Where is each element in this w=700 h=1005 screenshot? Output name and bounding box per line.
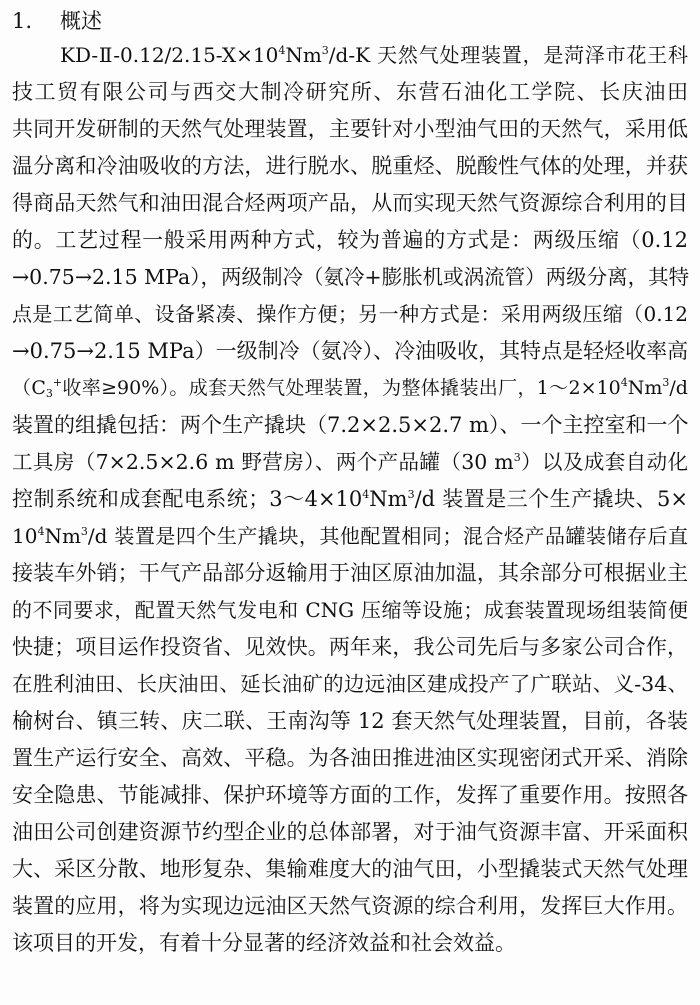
- text-line: 置生产运行安全、高效、平稳。为各油田推进油区实现密闭式开采、消除: [12, 746, 688, 770]
- text-line: 大、采区分散、地形复杂、集输难度大的油气田，小型撬装式天然气处理: [12, 857, 688, 881]
- section-heading: [12, 6, 102, 36]
- text-line: 温分离和冷油吸收的方法，进行脱水、脱重烃、脱酸性气体的处理，并获: [12, 154, 688, 178]
- text-line: 点是工艺简单、设备紧凑、操作方便；另一种方式是：采用两级压缩（0.12: [12, 302, 688, 326]
- text-line: 工具房（7×2.5×2.6 m 野营房）、两个产品罐（30 $m^3$）以及成套自动化: [12, 450, 688, 474]
- text-line: →0.75→2.15 MPa），两级制冷（氨冷+膨胀机或涡流管）两级分离，其特: [12, 265, 690, 289]
- text-line: 技工贸有限公司与西交大制冷研究所、东营石油化工学院、长庆油田: [12, 80, 688, 104]
- text-line: 共同开发研制的天然气处理装置，主要针对小型油气田的天然气，采用低: [12, 117, 688, 141]
- text-line: 的。工艺过程一般采用两种方式，较为普遍的方式是：两级压缩（0.12: [12, 228, 688, 252]
- text-line: 装置的组撬包括：两个生产撬块（7.2×2.5×2.7 m）、一个主控室和一个: [12, 413, 689, 437]
- text-line: 安全隐患、节能减排、保护环境等方面的工作，发挥了重要作用。按照各: [12, 783, 688, 807]
- text-line: $KD-Ⅱ-0.12/2.15-X\times 10^4Nm^3/d-K$ 天然气处理装置，是菏泽市花王科: [60, 43, 689, 67]
- text-line: 榆树台、镇三转、庆二联、王南沟等 12 套天然气处理装置，目前，各装: [12, 709, 688, 733]
- text-line: $10^4Nm^3/d$ 装置是四个生产撬块，其他配置相同；混合烃产品罐装储存后直: [12, 524, 688, 548]
- section-title: 概述: [60, 9, 102, 33]
- text-line: 接装车外销；干气产品部分返输用于油区原油加温，其余部分可根据业主: [12, 561, 688, 585]
- text-line: 快捷；项目运作投资省、见效快。两年来，我公司先后与多家公司合作，: [12, 635, 688, 659]
- text-line: 的不同要求，配置天然气发电和 CNG 压缩等设施；成套装置现场组装简便: [12, 598, 688, 622]
- text-line: 装置的应用，将为实现边远油区天然气资源的综合利用，发挥巨大作用。: [12, 894, 688, 918]
- text-line: 得商品天然气和油田混合烃两项产品，从而实现天然气资源综合利用的目: [12, 191, 688, 215]
- text-line: （$C_3^+$收率≥90%）。成套天然气处理装置，为整体撬装出厂，$1\sim 2\times 10^4Nm^3/d$: [12, 376, 688, 400]
- text-line: 控制系统和成套配电系统；$3\sim 4\times 10^4Nm^3/d$ 装置是三个生产撬块、5×: [12, 487, 688, 511]
- section-number: 1.: [12, 9, 33, 33]
- text-line: 油田公司创建资源节约型企业的总体部署，对于油气资源丰富、开采面积: [12, 820, 688, 844]
- text-line: 该项目的开发，有着十分显著的经济效益和社会效益。: [12, 931, 516, 955]
- text-line: 在胜利油田、长庆油田、延长油矿的边远油区建成投产了广联站、义-34、: [12, 672, 688, 696]
- text-line: →0.75→2.15 MPa）一级制冷（氨冷）、冷油吸收，其特点是轻烃收率高: [12, 339, 689, 363]
